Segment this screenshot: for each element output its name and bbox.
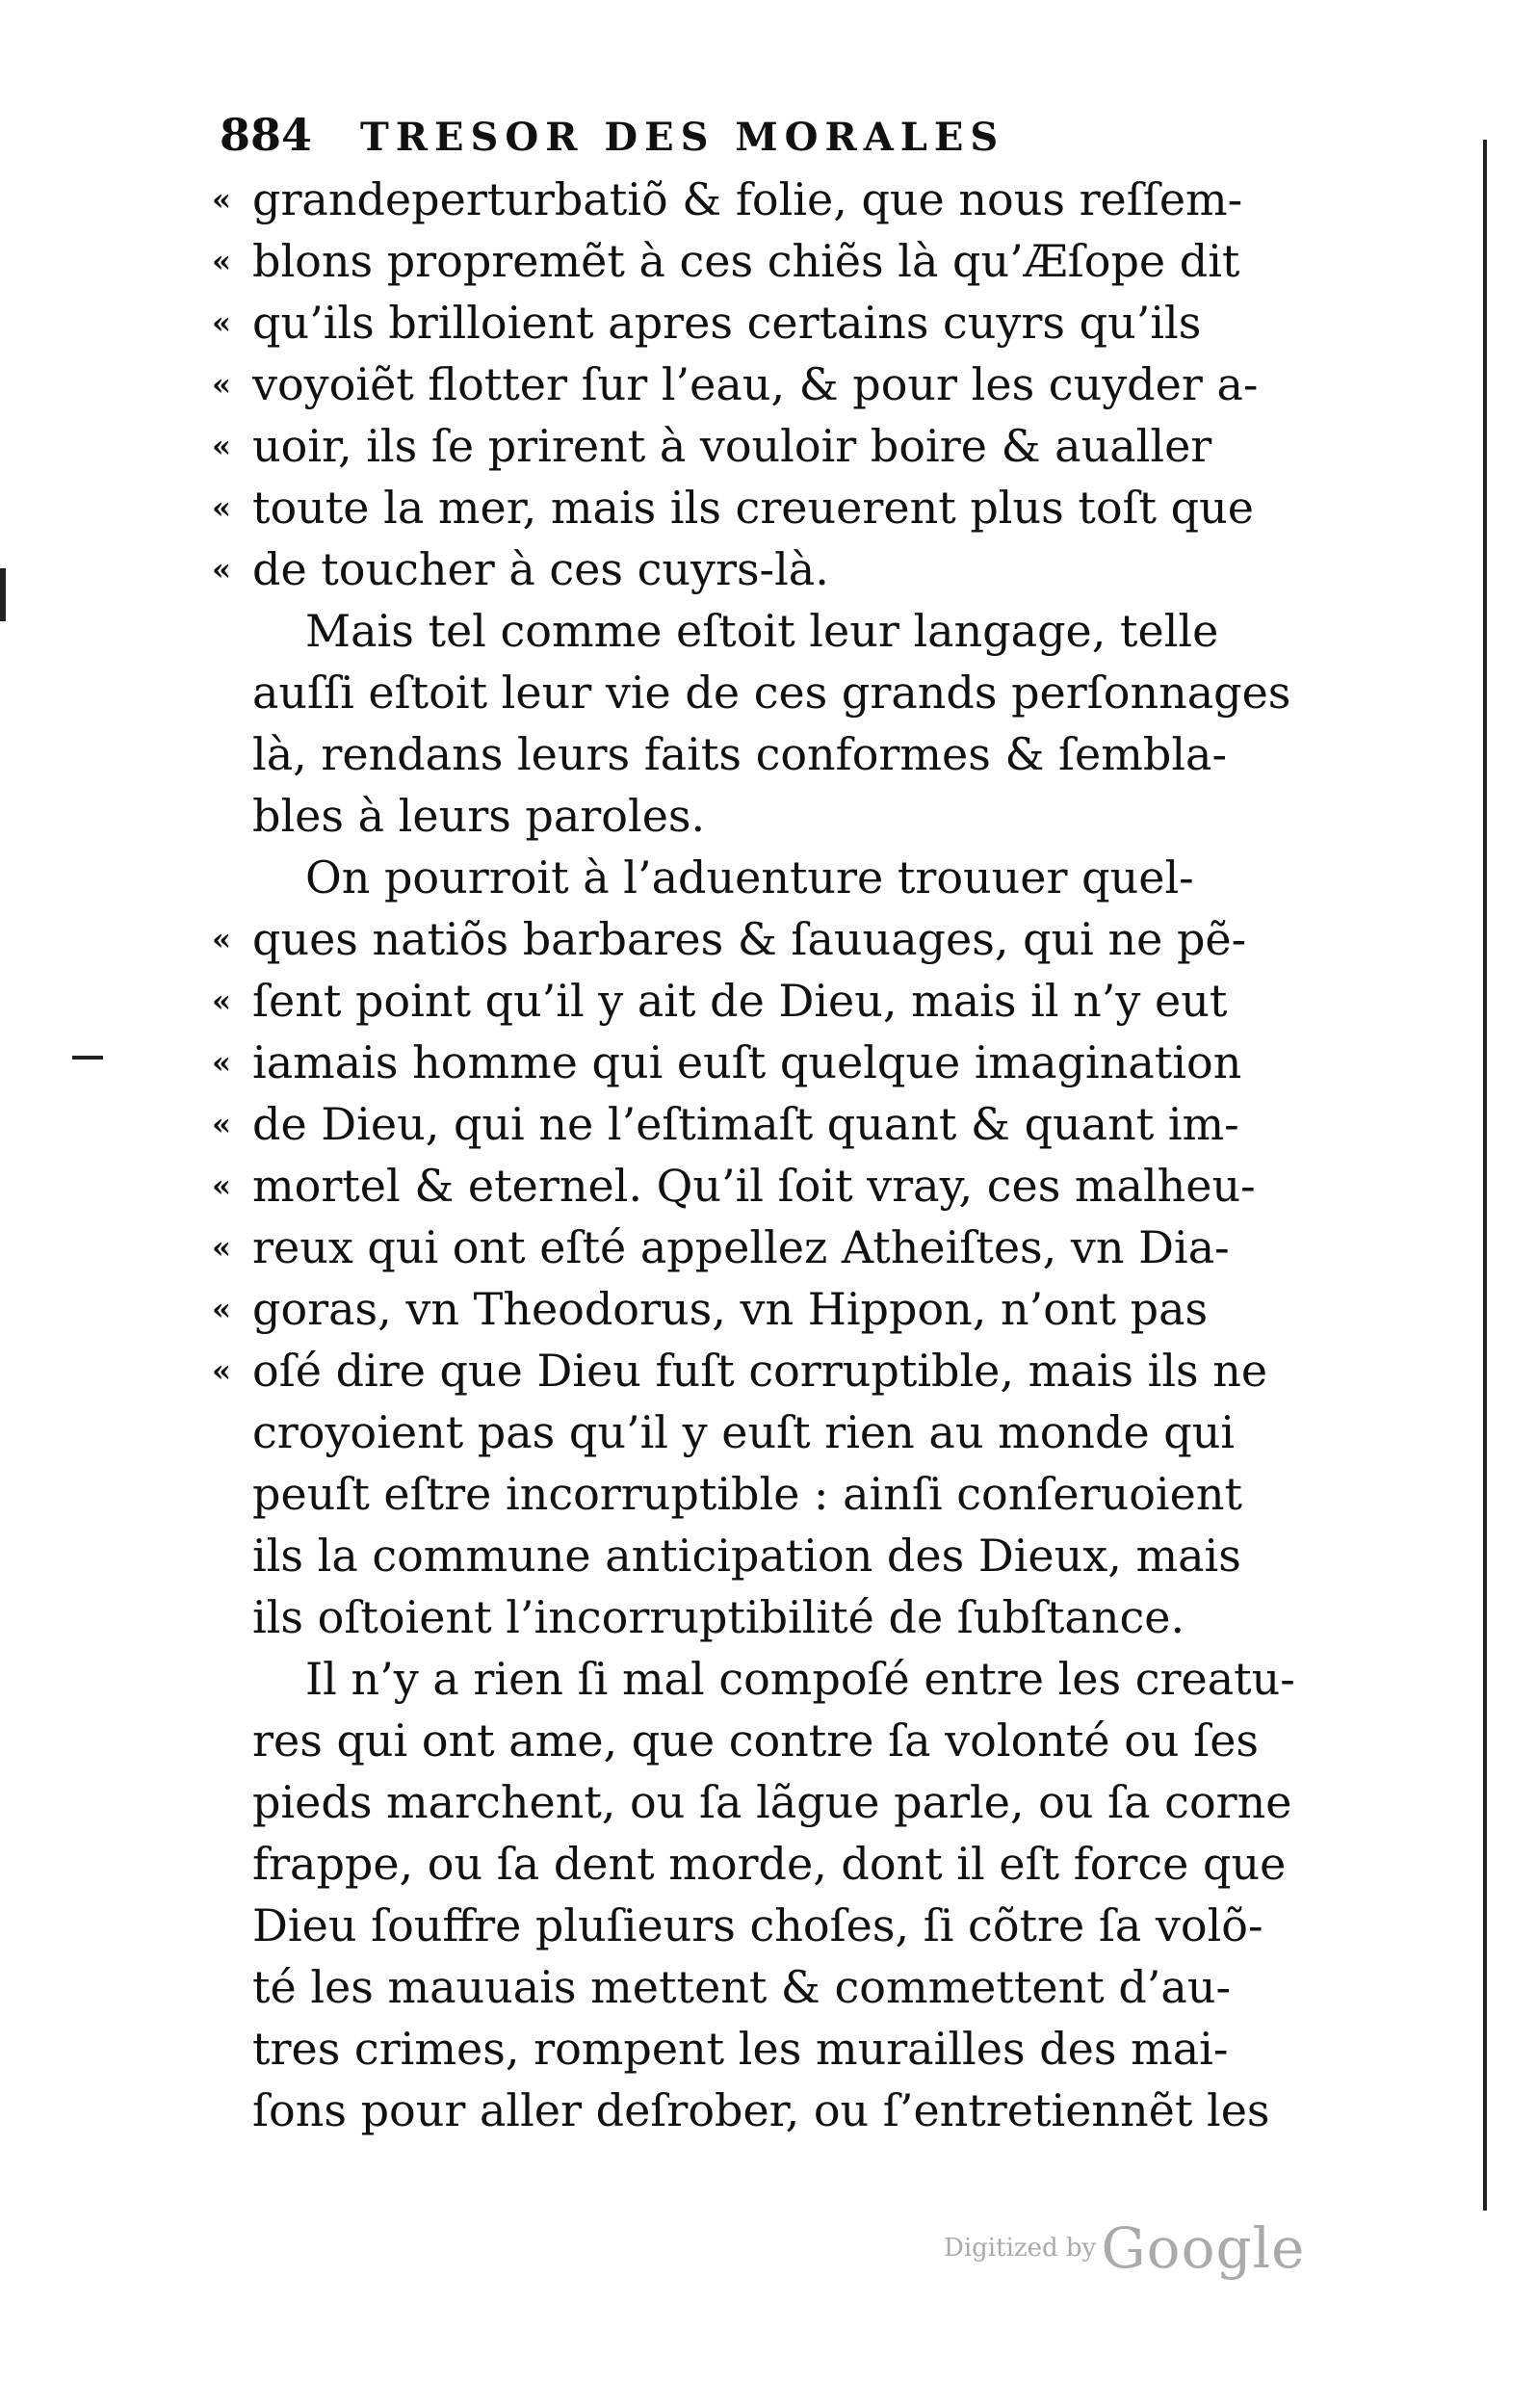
line-text: auſſi eſtoit leur vie de ces grands perſonnages xyxy=(252,667,1291,719)
text-line xyxy=(252,1648,1295,1710)
line-text: res qui ont ame, que contre ſa volonté ou ſes xyxy=(252,1714,1260,1767)
digitized-watermark xyxy=(944,2215,1305,2281)
line-text: voyoiẽt flotter ſur l’eau, & pour les cuyder a- xyxy=(252,358,1259,410)
text-line xyxy=(252,1525,1292,1586)
line-text: croyoient pas qu’il y euſt rien au monde qui xyxy=(252,1406,1236,1458)
line-text: bles à leurs paroles. xyxy=(252,790,706,842)
line-text: tres crimes, rompent les murailles des mai- xyxy=(252,2023,1229,2075)
digitized-by-label: Digitized by xyxy=(944,2234,1097,2263)
quotation-mark: « xyxy=(212,181,231,218)
text-line xyxy=(212,970,1292,1032)
text-line xyxy=(212,1093,1292,1155)
line-text: qu’ils brilloient apres certains cuyrs qu’ils xyxy=(252,297,1202,349)
line-text: pieds marchent, ou ſa lãgue parle, ou ſa corne xyxy=(252,1776,1292,1828)
line-text: reux qui ont eſté appellez Atheiſtes, vn Dia- xyxy=(252,1221,1230,1273)
binding-mark xyxy=(0,568,6,621)
body-text xyxy=(212,169,1295,2141)
quotation-mark: « xyxy=(212,1352,231,1389)
line-text: peuſt eſtre incorruptible : ainſi conſeruoient xyxy=(252,1468,1242,1520)
line-text: toute la mer, mais ils creuerent plus toſt que xyxy=(252,482,1254,534)
text-line xyxy=(252,2018,1292,2080)
text-line xyxy=(212,292,1292,353)
running-title: TRESOR DES MORALES xyxy=(360,115,1005,160)
line-text: ſent point qu’il y ait de Dieu, mais il n’y eut xyxy=(252,975,1228,1027)
line-text: Il n’y a rien ſi mal compoſé entre les creatu- xyxy=(305,1653,1295,1705)
quotation-mark: « xyxy=(212,1167,231,1204)
quotation-mark: « xyxy=(212,1044,231,1081)
google-logo: Google xyxy=(1101,2215,1306,2281)
text-line xyxy=(252,600,1292,662)
line-text: ſons pour aller deſrober, ou ſ’entretiennẽt les xyxy=(252,2084,1270,2136)
quotation-mark: « xyxy=(212,1106,231,1142)
text-line xyxy=(252,785,1292,847)
quotation-mark: « xyxy=(212,243,231,279)
text-line xyxy=(212,169,1292,230)
line-text: té les mauuais mettent & commettent d’au- xyxy=(252,1961,1231,2013)
quotation-mark: « xyxy=(212,366,231,403)
line-text: Dieu ſouffre pluſieurs choſes, ſi cõtre ſa volõ- xyxy=(252,1899,1263,1951)
line-text: de toucher à ces cuyrs-là. xyxy=(252,543,829,595)
line-text: oſé dire que Dieu fuſt corruptible, mais ils ne xyxy=(252,1345,1268,1397)
text-line xyxy=(252,1895,1292,1956)
text-line xyxy=(252,1710,1292,1771)
text-line xyxy=(252,1956,1292,2018)
text-line xyxy=(212,1032,1292,1093)
text-line xyxy=(212,415,1292,477)
quotation-mark: « xyxy=(212,982,231,1019)
text-line xyxy=(212,230,1292,292)
quotation-mark: « xyxy=(212,489,231,526)
line-text: de Dieu, qui ne l’eſtimaſt quant & quant im- xyxy=(252,1098,1239,1150)
line-text: iamais homme qui euſt quelque imagination xyxy=(252,1036,1242,1088)
text-line xyxy=(252,1463,1292,1525)
text-line xyxy=(212,1340,1292,1401)
margin-dash xyxy=(72,1056,103,1060)
page-edge-shadow xyxy=(1483,140,1487,2211)
page-number: 884 xyxy=(220,109,313,161)
text-line xyxy=(252,1401,1292,1463)
text-line xyxy=(212,538,1292,600)
line-text: ques natiõs barbares & ſauuages, qui ne pẽ- xyxy=(252,913,1247,965)
text-line xyxy=(212,908,1292,970)
text-line xyxy=(252,662,1292,723)
text-line xyxy=(252,2080,1292,2141)
line-text: uoir, ils ſe prirent à vouloir boire & aualler xyxy=(252,420,1212,472)
line-text: ils oſtoient l’incorruptibilité de ſubſtance. xyxy=(252,1591,1185,1643)
text-line xyxy=(212,1155,1292,1217)
line-text: grandeperturbatiõ & folie, que nous reſſem- xyxy=(252,173,1243,225)
text-line xyxy=(212,353,1292,415)
line-text: On pourroit à l’aduenture trouuer quel- xyxy=(305,851,1194,903)
text-line xyxy=(252,1833,1292,1895)
line-text: mortel & eternel. Qu’il ſoit vray, ces malheu- xyxy=(252,1160,1256,1212)
line-text: frappe, ou ſa dent morde, dont il eſt force que xyxy=(252,1838,1287,1890)
quotation-mark: « xyxy=(212,304,231,341)
line-text: Mais tel comme eſtoit leur langage, telle xyxy=(305,605,1219,657)
quotation-mark: « xyxy=(212,921,231,957)
text-line xyxy=(252,723,1292,785)
text-line xyxy=(212,477,1292,538)
line-text: goras, vn Theodorus, vn Hippon, n’ont pas xyxy=(252,1283,1209,1335)
line-text: là, rendans leurs faits conformes & ſembla- xyxy=(252,728,1228,780)
text-line xyxy=(212,1278,1292,1340)
line-text: blons propremẽt à ces chiẽs là qu’Æſope dit xyxy=(252,235,1240,287)
running-header xyxy=(220,106,1289,167)
quotation-mark: « xyxy=(212,428,231,464)
text-line xyxy=(252,1586,1292,1648)
text-line xyxy=(252,847,1292,908)
quotation-mark: « xyxy=(212,551,231,588)
quotation-mark: « xyxy=(212,1291,231,1327)
text-line xyxy=(252,1771,1292,1833)
quotation-mark: « xyxy=(212,1229,231,1266)
text-line xyxy=(212,1217,1292,1278)
line-text: ils la commune anticipation des Dieux, mais xyxy=(252,1530,1241,1582)
